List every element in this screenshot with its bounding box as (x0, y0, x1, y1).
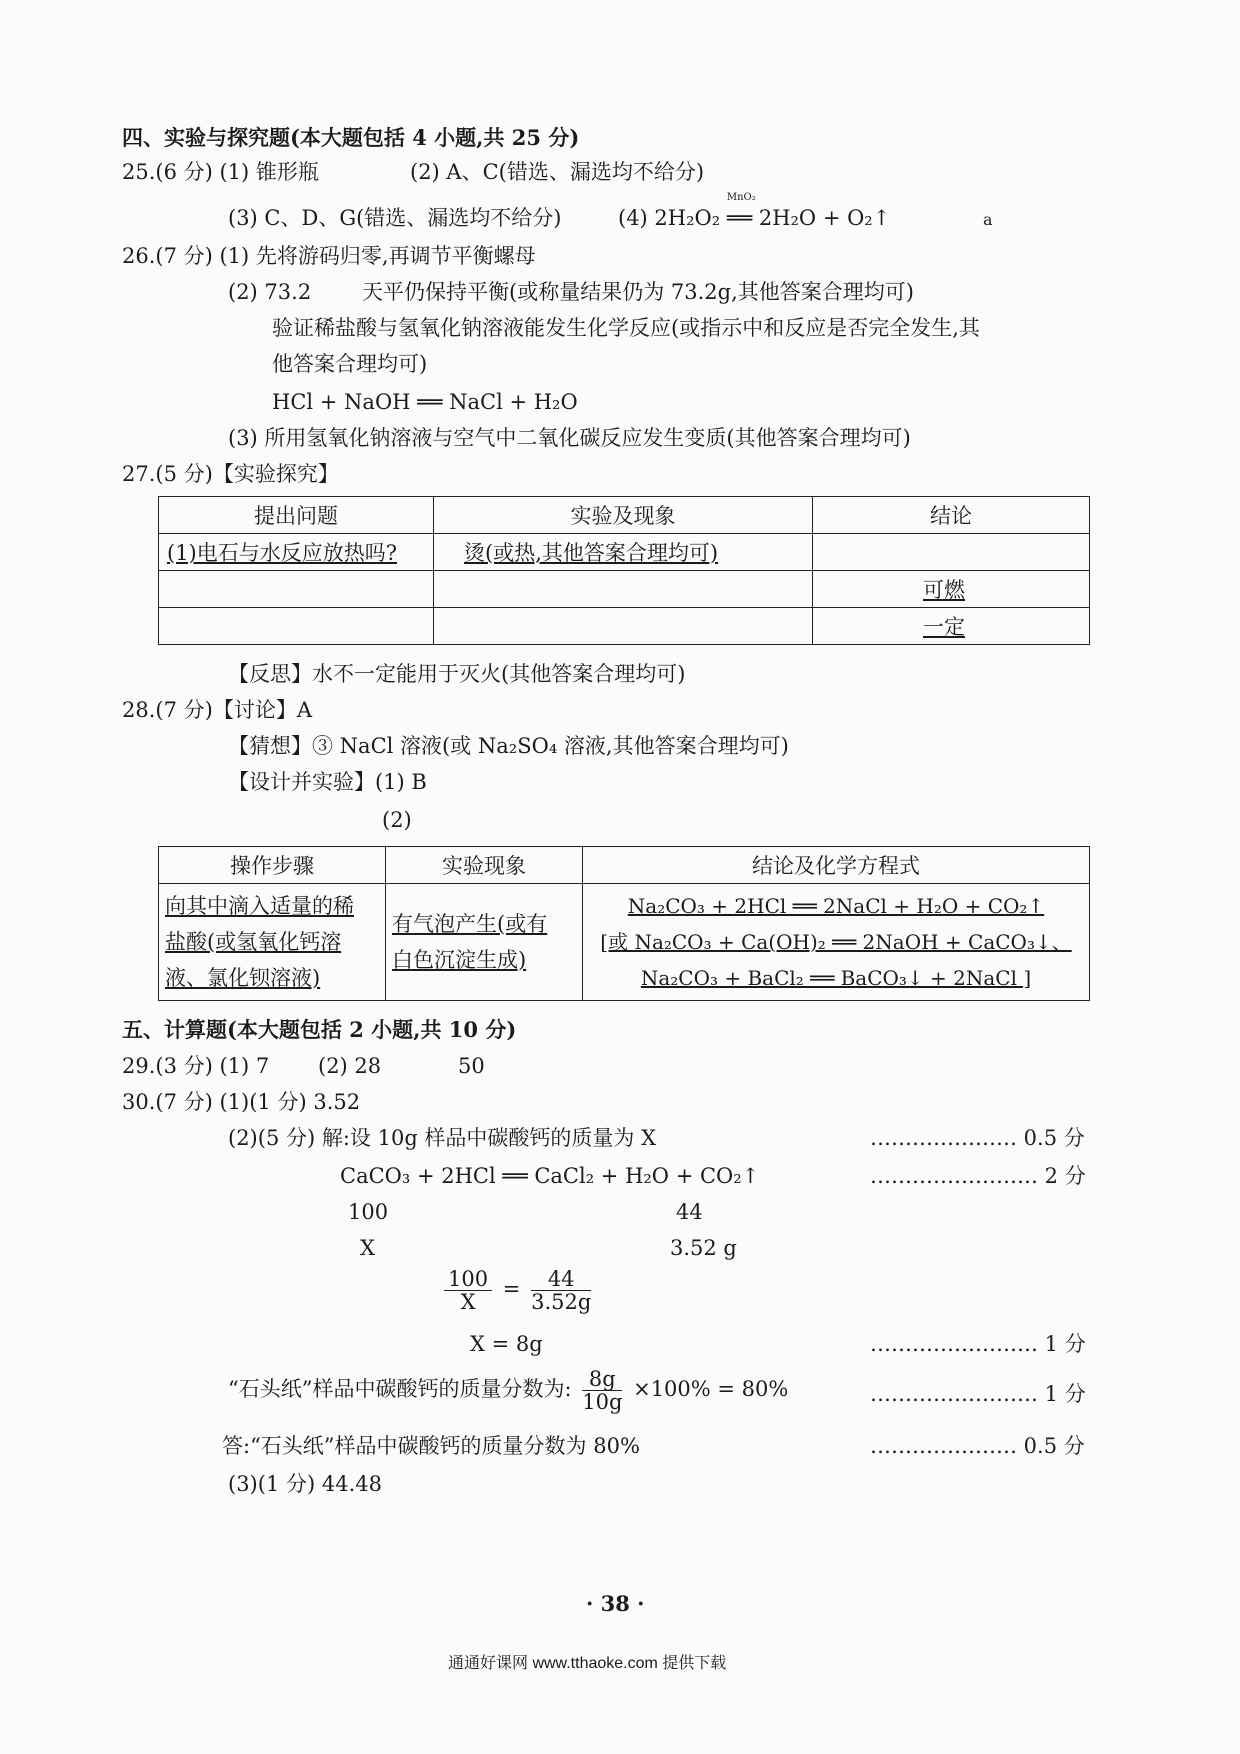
q27-r1-experiment-text: 烫(或热,其他答案合理均可) (464, 541, 719, 565)
q28-line1: 28.(7 分)【讨论】A (122, 698, 312, 722)
q25-eq-condition: MnO₂ (726, 192, 756, 203)
q30-percentage-line (228, 1368, 788, 1413)
q27-table (158, 496, 1090, 645)
q30-equation: CaCO₃ + 2HCl ══ CaCl₂ + H₂O + CO₂↑ (340, 1164, 760, 1188)
q30-score-3: …………………… 1 分 (870, 1332, 1086, 1356)
q30-score-4: …………………… 1 分 (870, 1382, 1086, 1406)
q30-mass-caco3: 100 (348, 1200, 389, 1224)
q25-line2-a: (3) C、D、G(错选、漏选均不给分) (228, 206, 562, 230)
q29-c: 50 (458, 1054, 485, 1078)
q30-fraction-left-num: 100 (444, 1268, 492, 1291)
footer-source: 通通好课网 www.tthaoke.com 提供下载 (448, 1655, 727, 1672)
q25-eq-equals: ══ (726, 206, 753, 230)
q30-proportion (440, 1268, 595, 1313)
q27-col-question: 提出问题 (159, 497, 434, 534)
q25-mark: a (983, 210, 993, 229)
q30-score-5: ………………… 0.5 分 (870, 1434, 1085, 1458)
q28-steps-line2: 盐酸(或氢氧化钙溶 (165, 930, 342, 954)
q27-r2-question (159, 571, 434, 608)
q28-table (158, 846, 1090, 1001)
q27-r3-question (159, 608, 434, 645)
q30-score-2: …………………… 2 分 (870, 1164, 1086, 1188)
q26-line6: (3) 所用氢氧化钠溶液与空气中二氧化碳反应发生变质(其他答案合理均可) (228, 426, 911, 450)
q27-table-header (159, 497, 1090, 534)
q27-heading: 27.(5 分)【实验探究】 (122, 462, 339, 486)
q30-line2: (2)(5 分) 解:设 10g 样品中碳酸钙的质量为 X (228, 1126, 657, 1150)
q28-col-phenomena: 实验现象 (386, 847, 583, 884)
q27-r3-conclusion-text: 一定 (923, 615, 965, 639)
q30-var-co2: 3.52 g (670, 1236, 737, 1260)
q30-fraction-right-num: 44 (531, 1268, 591, 1291)
q27-reflection: 【反思】水不一定能用于灭火(其他答案合理均可) (228, 662, 686, 686)
q27-r1-question: (1)电石与水反应放热吗? (159, 534, 434, 571)
q26-line1: 26.(7 分) (1) 先将游码归零,再调节平衡螺母 (122, 244, 536, 268)
q26-line4: 他答案合理均可) (272, 352, 428, 376)
q29-a: 29.(3 分) (1) 7 (122, 1054, 270, 1078)
q30-score-1: ………………… 0.5 分 (870, 1126, 1085, 1150)
q30-percentage-label: “石头纸”样品中碳酸钙的质量分数为: (228, 1377, 572, 1401)
q28-equation-3: Na₂CO₃ + BaCl₂ ══ BaCO₃↓ + 2NaCl ] (640, 966, 1032, 990)
q28-steps-line3: 液、氯化钡溶液) (165, 966, 321, 990)
q30-fraction-left-den: X (460, 1290, 476, 1314)
q27-r1-conclusion (813, 534, 1090, 571)
q30-proportion-equals: = (502, 1277, 521, 1301)
q28-equation-2: [或 Na₂CO₃ + Ca(OH)₂ ══ 2NaOH + CaCO₃↓、 (600, 930, 1072, 954)
q25-eq-left: (4) 2H₂O₂ (618, 206, 721, 230)
q27-col-experiment: 实验及现象 (434, 497, 813, 534)
q30-result: X = 8g (470, 1332, 543, 1356)
q30-mass-co2: 44 (676, 1200, 703, 1224)
q27-col-conclusion: 结论 (813, 497, 1090, 534)
q27-r2-conclusion-text: 可燃 (923, 578, 965, 602)
q28-cell-phenomena (386, 884, 583, 1001)
q28-table-header (159, 847, 1090, 884)
q30-fraction-pct (582, 1368, 622, 1413)
q28-part2: (2) (382, 808, 412, 832)
q30-fraction-pct-num: 8g (582, 1368, 622, 1391)
q27-r2-conclusion (813, 571, 1090, 608)
q27-r3-experiment (434, 608, 813, 645)
q26-line3: 验证稀盐酸与氢氧化钠溶液能发生化学反应(或指示中和反应是否完全发生,其 (272, 316, 980, 340)
q28-equation-1: Na₂CO₃ + 2HCl ══ 2NaCl + H₂O + CO₂↑ (627, 894, 1045, 918)
q27-r2-experiment (434, 571, 813, 608)
q30-fraction-left (444, 1268, 492, 1313)
q30-var-x: X (360, 1236, 375, 1260)
q25-line1-a: 25.(6 分) (1) 锥形瓶 (122, 160, 319, 184)
table-row (159, 534, 1090, 571)
table-row (159, 884, 1090, 1001)
q28-cell-equations (583, 884, 1090, 1001)
q26-line2-b: 天平仍保持平衡(或称量结果仍为 73.2g,其他答案合理均可) (362, 280, 914, 304)
q30-line1: 30.(7 分) (1)(1 分) 3.52 (122, 1090, 361, 1114)
q30-part3: (3)(1 分) 44.48 (228, 1472, 382, 1496)
q25-line2-b (618, 192, 891, 232)
q30-fraction-right (531, 1268, 591, 1313)
table-row (159, 608, 1090, 645)
page-number: · 38 · (586, 1591, 645, 1616)
q30-answer: 答:“石头纸”样品中碳酸钙的质量分数为 80% (222, 1434, 640, 1458)
q28-hypothesis: 【猜想】③ NaCl 溶液(或 Na₂SO₄ 溶液,其他答案合理均可) (228, 734, 789, 758)
section-5-title: 五、计算题(本大题包括 2 小题,共 10 分) (122, 1017, 517, 1042)
q30-fraction-right-den: 3.52g (531, 1290, 592, 1314)
q28-design: 【设计并实验】(1) B (228, 770, 427, 794)
q28-phenomena-line2: 白色沉淀生成) (392, 948, 527, 972)
q25-eq-right: 2H₂O + O₂↑ (758, 206, 891, 230)
q29-b: (2) 28 (318, 1054, 382, 1078)
q27-r1-experiment (434, 534, 813, 571)
q30-percentage-value: ×100% = 80% (633, 1377, 789, 1401)
q30-fraction-pct-den: 10g (582, 1390, 623, 1414)
q28-steps-line1: 向其中滴入适量的稀 (165, 894, 354, 918)
q26-line2-a: (2) 73.2 (228, 280, 312, 304)
q25-eq-sign (726, 192, 756, 232)
q28-phenomena-line1: 有气泡产生(或有 (392, 912, 548, 936)
table-row (159, 571, 1090, 608)
q25-line1-b: (2) A、C(错选、漏选均不给分) (410, 160, 705, 184)
section-4-title: 四、实验与探究题(本大题包括 4 小题,共 25 分) (122, 125, 580, 150)
q27-r3-conclusion (813, 608, 1090, 645)
q26-equation: HCl + NaOH ══ NaCl + H₂O (272, 390, 578, 414)
q28-cell-steps (159, 884, 386, 1001)
q28-col-conclusion: 结论及化学方程式 (583, 847, 1090, 884)
q28-col-steps: 操作步骤 (159, 847, 386, 884)
